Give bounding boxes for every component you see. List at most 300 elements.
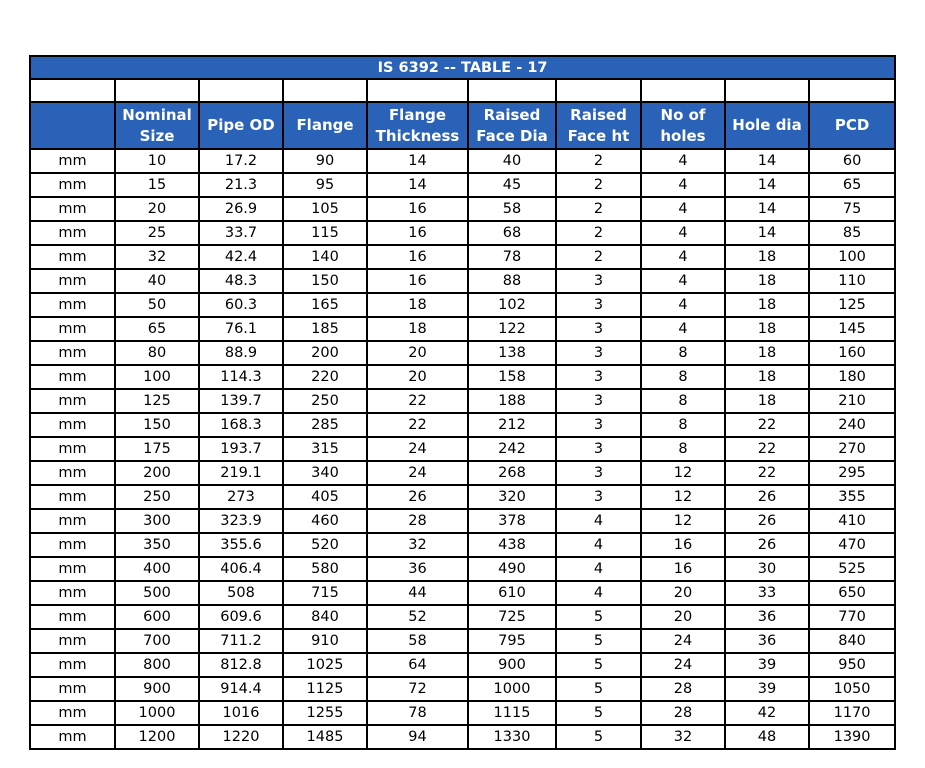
table-row — [30, 701, 895, 725]
cell-unit: mm — [30, 437, 115, 461]
cell-no-of-holes: 12 — [641, 485, 725, 509]
cell-raised-face-dia: 490 — [468, 557, 556, 581]
cell-raised-face-dia: 212 — [468, 413, 556, 437]
cell-flange-thickness: 14 — [367, 149, 468, 173]
cell-raised-face-ht: 3 — [556, 461, 641, 485]
cell-hole-dia: 22 — [725, 413, 809, 437]
cell-flange-thickness: 64 — [367, 653, 468, 677]
cell-no-of-holes: 28 — [641, 701, 725, 725]
cell-flange-thickness: 58 — [367, 629, 468, 653]
table-row — [30, 365, 895, 389]
header-raised-face-ht: Raised Face ht — [556, 102, 641, 149]
cell-flange-thickness: 16 — [367, 245, 468, 269]
cell-pcd: 110 — [809, 269, 895, 293]
cell-raised-face-ht: 5 — [556, 629, 641, 653]
cell-hole-dia: 39 — [725, 653, 809, 677]
cell-hole-dia: 14 — [725, 173, 809, 197]
cell-flange: 90 — [283, 149, 367, 173]
header-unit — [30, 102, 115, 149]
cell-raised-face-ht: 4 — [556, 533, 641, 557]
cell-unit: mm — [30, 341, 115, 365]
cell-unit: mm — [30, 629, 115, 653]
cell-no-of-holes: 8 — [641, 389, 725, 413]
cell-raised-face-dia: 88 — [468, 269, 556, 293]
cell-pcd: 100 — [809, 245, 895, 269]
cell-flange-thickness: 52 — [367, 605, 468, 629]
blank-cell — [556, 79, 641, 102]
cell-unit: mm — [30, 533, 115, 557]
cell-raised-face-dia: 378 — [468, 509, 556, 533]
blank-cell — [367, 79, 468, 102]
cell-pipe-od: 33.7 — [199, 221, 283, 245]
cell-raised-face-dia: 268 — [468, 461, 556, 485]
table-row — [30, 485, 895, 509]
cell-flange: 95 — [283, 173, 367, 197]
table-row — [30, 173, 895, 197]
cell-nominal-size: 300 — [115, 509, 199, 533]
cell-hole-dia: 30 — [725, 557, 809, 581]
table-row — [30, 293, 895, 317]
cell-raised-face-dia: 725 — [468, 605, 556, 629]
cell-raised-face-ht: 2 — [556, 173, 641, 197]
cell-pipe-od: 17.2 — [199, 149, 283, 173]
cell-raised-face-dia: 58 — [468, 197, 556, 221]
table-row — [30, 341, 895, 365]
cell-raised-face-dia: 68 — [468, 221, 556, 245]
cell-unit: mm — [30, 605, 115, 629]
cell-raised-face-dia: 1115 — [468, 701, 556, 725]
cell-hole-dia: 14 — [725, 197, 809, 221]
cell-raised-face-ht: 2 — [556, 197, 641, 221]
cell-raised-face-ht: 5 — [556, 725, 641, 749]
cell-hole-dia: 18 — [725, 245, 809, 269]
cell-no-of-holes: 4 — [641, 197, 725, 221]
table-row — [30, 533, 895, 557]
cell-raised-face-ht: 2 — [556, 221, 641, 245]
blank-cell — [30, 79, 115, 102]
cell-raised-face-ht: 2 — [556, 245, 641, 269]
cell-pcd: 240 — [809, 413, 895, 437]
table-row — [30, 677, 895, 701]
cell-flange: 315 — [283, 437, 367, 461]
cell-pipe-od: 76.1 — [199, 317, 283, 341]
cell-no-of-holes: 16 — [641, 557, 725, 581]
cell-raised-face-ht: 4 — [556, 581, 641, 605]
cell-no-of-holes: 4 — [641, 269, 725, 293]
cell-no-of-holes: 12 — [641, 461, 725, 485]
header-row — [30, 102, 895, 149]
cell-flange: 200 — [283, 341, 367, 365]
cell-unit: mm — [30, 557, 115, 581]
cell-flange-thickness: 14 — [367, 173, 468, 197]
blank-cell — [725, 79, 809, 102]
cell-flange-thickness: 72 — [367, 677, 468, 701]
cell-raised-face-dia: 320 — [468, 485, 556, 509]
cell-nominal-size: 20 — [115, 197, 199, 221]
cell-hole-dia: 48 — [725, 725, 809, 749]
cell-nominal-size: 800 — [115, 653, 199, 677]
cell-flange-thickness: 20 — [367, 341, 468, 365]
cell-nominal-size: 40 — [115, 269, 199, 293]
cell-pipe-od: 508 — [199, 581, 283, 605]
cell-pipe-od: 193.7 — [199, 437, 283, 461]
cell-nominal-size: 700 — [115, 629, 199, 653]
cell-nominal-size: 50 — [115, 293, 199, 317]
table-title: IS 6392 -- TABLE - 17 — [30, 56, 895, 79]
cell-no-of-holes: 8 — [641, 341, 725, 365]
cell-raised-face-dia: 122 — [468, 317, 556, 341]
cell-no-of-holes: 8 — [641, 365, 725, 389]
cell-nominal-size: 600 — [115, 605, 199, 629]
cell-raised-face-ht: 3 — [556, 317, 641, 341]
cell-nominal-size: 1000 — [115, 701, 199, 725]
cell-hole-dia: 18 — [725, 365, 809, 389]
cell-unit: mm — [30, 485, 115, 509]
cell-no-of-holes: 24 — [641, 653, 725, 677]
header-pipe-od: Pipe OD — [199, 102, 283, 149]
cell-pcd: 145 — [809, 317, 895, 341]
cell-unit: mm — [30, 725, 115, 749]
blank-cell — [283, 79, 367, 102]
cell-no-of-holes: 4 — [641, 221, 725, 245]
cell-unit: mm — [30, 389, 115, 413]
cell-pipe-od: 1220 — [199, 725, 283, 749]
cell-flange-thickness: 24 — [367, 437, 468, 461]
cell-nominal-size: 200 — [115, 461, 199, 485]
cell-flange: 405 — [283, 485, 367, 509]
cell-flange: 165 — [283, 293, 367, 317]
cell-hole-dia: 22 — [725, 461, 809, 485]
cell-pipe-od: 168.3 — [199, 413, 283, 437]
header-hole-dia: Hole dia — [725, 102, 809, 149]
cell-raised-face-dia: 188 — [468, 389, 556, 413]
cell-pcd: 950 — [809, 653, 895, 677]
cell-flange-thickness: 16 — [367, 221, 468, 245]
cell-raised-face-ht: 3 — [556, 341, 641, 365]
cell-flange: 715 — [283, 581, 367, 605]
blank-cell — [809, 79, 895, 102]
cell-unit: mm — [30, 269, 115, 293]
cell-unit: mm — [30, 221, 115, 245]
cell-pipe-od: 1016 — [199, 701, 283, 725]
cell-raised-face-ht: 3 — [556, 269, 641, 293]
cell-hole-dia: 36 — [725, 629, 809, 653]
table-row — [30, 245, 895, 269]
cell-pipe-od: 609.6 — [199, 605, 283, 629]
cell-raised-face-dia: 795 — [468, 629, 556, 653]
cell-raised-face-ht: 4 — [556, 557, 641, 581]
cell-unit: mm — [30, 365, 115, 389]
cell-nominal-size: 15 — [115, 173, 199, 197]
cell-raised-face-dia: 900 — [468, 653, 556, 677]
cell-flange-thickness: 94 — [367, 725, 468, 749]
cell-no-of-holes: 4 — [641, 293, 725, 317]
cell-no-of-holes: 4 — [641, 245, 725, 269]
cell-flange-thickness: 16 — [367, 269, 468, 293]
cell-pipe-od: 139.7 — [199, 389, 283, 413]
cell-raised-face-dia: 610 — [468, 581, 556, 605]
cell-nominal-size: 500 — [115, 581, 199, 605]
cell-pipe-od: 48.3 — [199, 269, 283, 293]
cell-no-of-holes: 4 — [641, 317, 725, 341]
cell-pcd: 1390 — [809, 725, 895, 749]
cell-pcd: 85 — [809, 221, 895, 245]
cell-nominal-size: 25 — [115, 221, 199, 245]
cell-nominal-size: 125 — [115, 389, 199, 413]
cell-nominal-size: 80 — [115, 341, 199, 365]
table-row — [30, 725, 895, 749]
table-row — [30, 461, 895, 485]
cell-unit: mm — [30, 149, 115, 173]
cell-no-of-holes: 24 — [641, 629, 725, 653]
cell-flange: 1025 — [283, 653, 367, 677]
cell-raised-face-ht: 2 — [556, 149, 641, 173]
cell-pipe-od: 42.4 — [199, 245, 283, 269]
cell-pipe-od: 323.9 — [199, 509, 283, 533]
cell-no-of-holes: 20 — [641, 605, 725, 629]
flange-table-container — [29, 55, 894, 750]
cell-unit: mm — [30, 461, 115, 485]
cell-hole-dia: 26 — [725, 485, 809, 509]
cell-hole-dia: 18 — [725, 293, 809, 317]
cell-no-of-holes: 8 — [641, 413, 725, 437]
cell-pipe-od: 406.4 — [199, 557, 283, 581]
cell-no-of-holes: 12 — [641, 509, 725, 533]
cell-nominal-size: 1200 — [115, 725, 199, 749]
cell-no-of-holes: 16 — [641, 533, 725, 557]
cell-unit: mm — [30, 509, 115, 533]
cell-no-of-holes: 28 — [641, 677, 725, 701]
header-nominal-size: Nominal Size — [115, 102, 199, 149]
cell-unit: mm — [30, 245, 115, 269]
cell-hole-dia: 33 — [725, 581, 809, 605]
cell-pipe-od: 355.6 — [199, 533, 283, 557]
cell-raised-face-dia: 78 — [468, 245, 556, 269]
cell-flange: 580 — [283, 557, 367, 581]
cell-flange-thickness: 24 — [367, 461, 468, 485]
cell-flange: 840 — [283, 605, 367, 629]
table-row — [30, 509, 895, 533]
cell-pcd: 210 — [809, 389, 895, 413]
cell-hole-dia: 36 — [725, 605, 809, 629]
cell-pipe-od: 711.2 — [199, 629, 283, 653]
blank-row — [30, 79, 895, 102]
cell-unit: mm — [30, 677, 115, 701]
table-row — [30, 389, 895, 413]
header-flange-thickness: Flange Thickness — [367, 102, 468, 149]
table-row — [30, 149, 895, 173]
cell-raised-face-dia: 1330 — [468, 725, 556, 749]
cell-raised-face-ht: 3 — [556, 365, 641, 389]
blank-cell — [115, 79, 199, 102]
cell-flange-thickness: 22 — [367, 389, 468, 413]
cell-pcd: 650 — [809, 581, 895, 605]
cell-pcd: 1170 — [809, 701, 895, 725]
cell-pipe-od: 114.3 — [199, 365, 283, 389]
cell-flange-thickness: 20 — [367, 365, 468, 389]
cell-no-of-holes: 32 — [641, 725, 725, 749]
cell-raised-face-ht: 5 — [556, 653, 641, 677]
cell-pipe-od: 26.9 — [199, 197, 283, 221]
cell-flange: 910 — [283, 629, 367, 653]
cell-raised-face-dia: 1000 — [468, 677, 556, 701]
cell-pcd: 270 — [809, 437, 895, 461]
cell-raised-face-ht: 3 — [556, 293, 641, 317]
cell-pcd: 295 — [809, 461, 895, 485]
table-row — [30, 437, 895, 461]
cell-pipe-od: 60.3 — [199, 293, 283, 317]
cell-unit: mm — [30, 293, 115, 317]
header-no-of-holes: No of holes — [641, 102, 725, 149]
cell-nominal-size: 250 — [115, 485, 199, 509]
cell-raised-face-dia: 40 — [468, 149, 556, 173]
cell-raised-face-ht: 4 — [556, 509, 641, 533]
cell-flange: 115 — [283, 221, 367, 245]
table-row — [30, 653, 895, 677]
cell-flange-thickness: 26 — [367, 485, 468, 509]
cell-pcd: 125 — [809, 293, 895, 317]
table-row — [30, 605, 895, 629]
header-flange: Flange — [283, 102, 367, 149]
cell-pcd: 75 — [809, 197, 895, 221]
cell-hole-dia: 14 — [725, 149, 809, 173]
cell-no-of-holes: 4 — [641, 149, 725, 173]
cell-pipe-od: 812.8 — [199, 653, 283, 677]
cell-nominal-size: 100 — [115, 365, 199, 389]
cell-nominal-size: 32 — [115, 245, 199, 269]
cell-flange-thickness: 36 — [367, 557, 468, 581]
cell-flange: 105 — [283, 197, 367, 221]
cell-no-of-holes: 4 — [641, 173, 725, 197]
cell-nominal-size: 150 — [115, 413, 199, 437]
cell-unit: mm — [30, 197, 115, 221]
cell-flange: 340 — [283, 461, 367, 485]
cell-flange: 520 — [283, 533, 367, 557]
cell-raised-face-dia: 45 — [468, 173, 556, 197]
cell-hole-dia: 18 — [725, 389, 809, 413]
cell-hole-dia: 26 — [725, 533, 809, 557]
cell-flange: 220 — [283, 365, 367, 389]
cell-pcd: 525 — [809, 557, 895, 581]
cell-pcd: 470 — [809, 533, 895, 557]
cell-no-of-holes: 20 — [641, 581, 725, 605]
cell-pcd: 410 — [809, 509, 895, 533]
cell-pipe-od: 88.9 — [199, 341, 283, 365]
title-row — [30, 56, 895, 79]
cell-raised-face-dia: 158 — [468, 365, 556, 389]
cell-unit: mm — [30, 581, 115, 605]
cell-flange: 150 — [283, 269, 367, 293]
table-row — [30, 317, 895, 341]
cell-pipe-od: 914.4 — [199, 677, 283, 701]
cell-hole-dia: 18 — [725, 341, 809, 365]
cell-hole-dia: 18 — [725, 269, 809, 293]
cell-flange-thickness: 18 — [367, 317, 468, 341]
cell-hole-dia: 14 — [725, 221, 809, 245]
cell-flange-thickness: 22 — [367, 413, 468, 437]
cell-unit: mm — [30, 701, 115, 725]
cell-pcd: 60 — [809, 149, 895, 173]
cell-raised-face-dia: 102 — [468, 293, 556, 317]
cell-flange: 1125 — [283, 677, 367, 701]
blank-cell — [468, 79, 556, 102]
cell-nominal-size: 900 — [115, 677, 199, 701]
cell-flange-thickness: 78 — [367, 701, 468, 725]
cell-flange-thickness: 44 — [367, 581, 468, 605]
cell-pcd: 840 — [809, 629, 895, 653]
cell-raised-face-dia: 138 — [468, 341, 556, 365]
cell-no-of-holes: 8 — [641, 437, 725, 461]
cell-nominal-size: 400 — [115, 557, 199, 581]
table-row — [30, 413, 895, 437]
cell-pcd: 160 — [809, 341, 895, 365]
header-raised-face-dia: Raised Face Dia — [468, 102, 556, 149]
cell-raised-face-ht: 5 — [556, 701, 641, 725]
cell-pipe-od: 219.1 — [199, 461, 283, 485]
cell-flange: 1255 — [283, 701, 367, 725]
table-row — [30, 269, 895, 293]
cell-raised-face-ht: 3 — [556, 413, 641, 437]
table-row — [30, 557, 895, 581]
cell-nominal-size: 65 — [115, 317, 199, 341]
cell-hole-dia: 18 — [725, 317, 809, 341]
cell-hole-dia: 42 — [725, 701, 809, 725]
cell-flange: 285 — [283, 413, 367, 437]
flange-spec-table — [29, 55, 896, 750]
cell-pcd: 1050 — [809, 677, 895, 701]
cell-pcd: 770 — [809, 605, 895, 629]
cell-raised-face-ht: 3 — [556, 389, 641, 413]
cell-flange: 140 — [283, 245, 367, 269]
cell-flange-thickness: 32 — [367, 533, 468, 557]
cell-flange: 250 — [283, 389, 367, 413]
cell-raised-face-ht: 5 — [556, 605, 641, 629]
table-row — [30, 629, 895, 653]
cell-unit: mm — [30, 413, 115, 437]
blank-cell — [199, 79, 283, 102]
cell-nominal-size: 10 — [115, 149, 199, 173]
cell-flange-thickness: 16 — [367, 197, 468, 221]
cell-unit: mm — [30, 173, 115, 197]
cell-flange: 1485 — [283, 725, 367, 749]
cell-unit: mm — [30, 653, 115, 677]
cell-flange: 185 — [283, 317, 367, 341]
cell-hole-dia: 39 — [725, 677, 809, 701]
cell-raised-face-ht: 3 — [556, 485, 641, 509]
cell-hole-dia: 26 — [725, 509, 809, 533]
cell-flange-thickness: 18 — [367, 293, 468, 317]
cell-pcd: 355 — [809, 485, 895, 509]
cell-unit: mm — [30, 317, 115, 341]
cell-raised-face-ht: 5 — [556, 677, 641, 701]
cell-raised-face-dia: 438 — [468, 533, 556, 557]
header-pcd: PCD — [809, 102, 895, 149]
cell-nominal-size: 350 — [115, 533, 199, 557]
cell-raised-face-dia: 242 — [468, 437, 556, 461]
table-row — [30, 581, 895, 605]
cell-pcd: 180 — [809, 365, 895, 389]
cell-raised-face-ht: 3 — [556, 437, 641, 461]
cell-pipe-od: 273 — [199, 485, 283, 509]
cell-pcd: 65 — [809, 173, 895, 197]
cell-nominal-size: 175 — [115, 437, 199, 461]
cell-hole-dia: 22 — [725, 437, 809, 461]
cell-flange-thickness: 28 — [367, 509, 468, 533]
cell-flange: 460 — [283, 509, 367, 533]
blank-cell — [641, 79, 725, 102]
cell-pipe-od: 21.3 — [199, 173, 283, 197]
table-row — [30, 221, 895, 245]
